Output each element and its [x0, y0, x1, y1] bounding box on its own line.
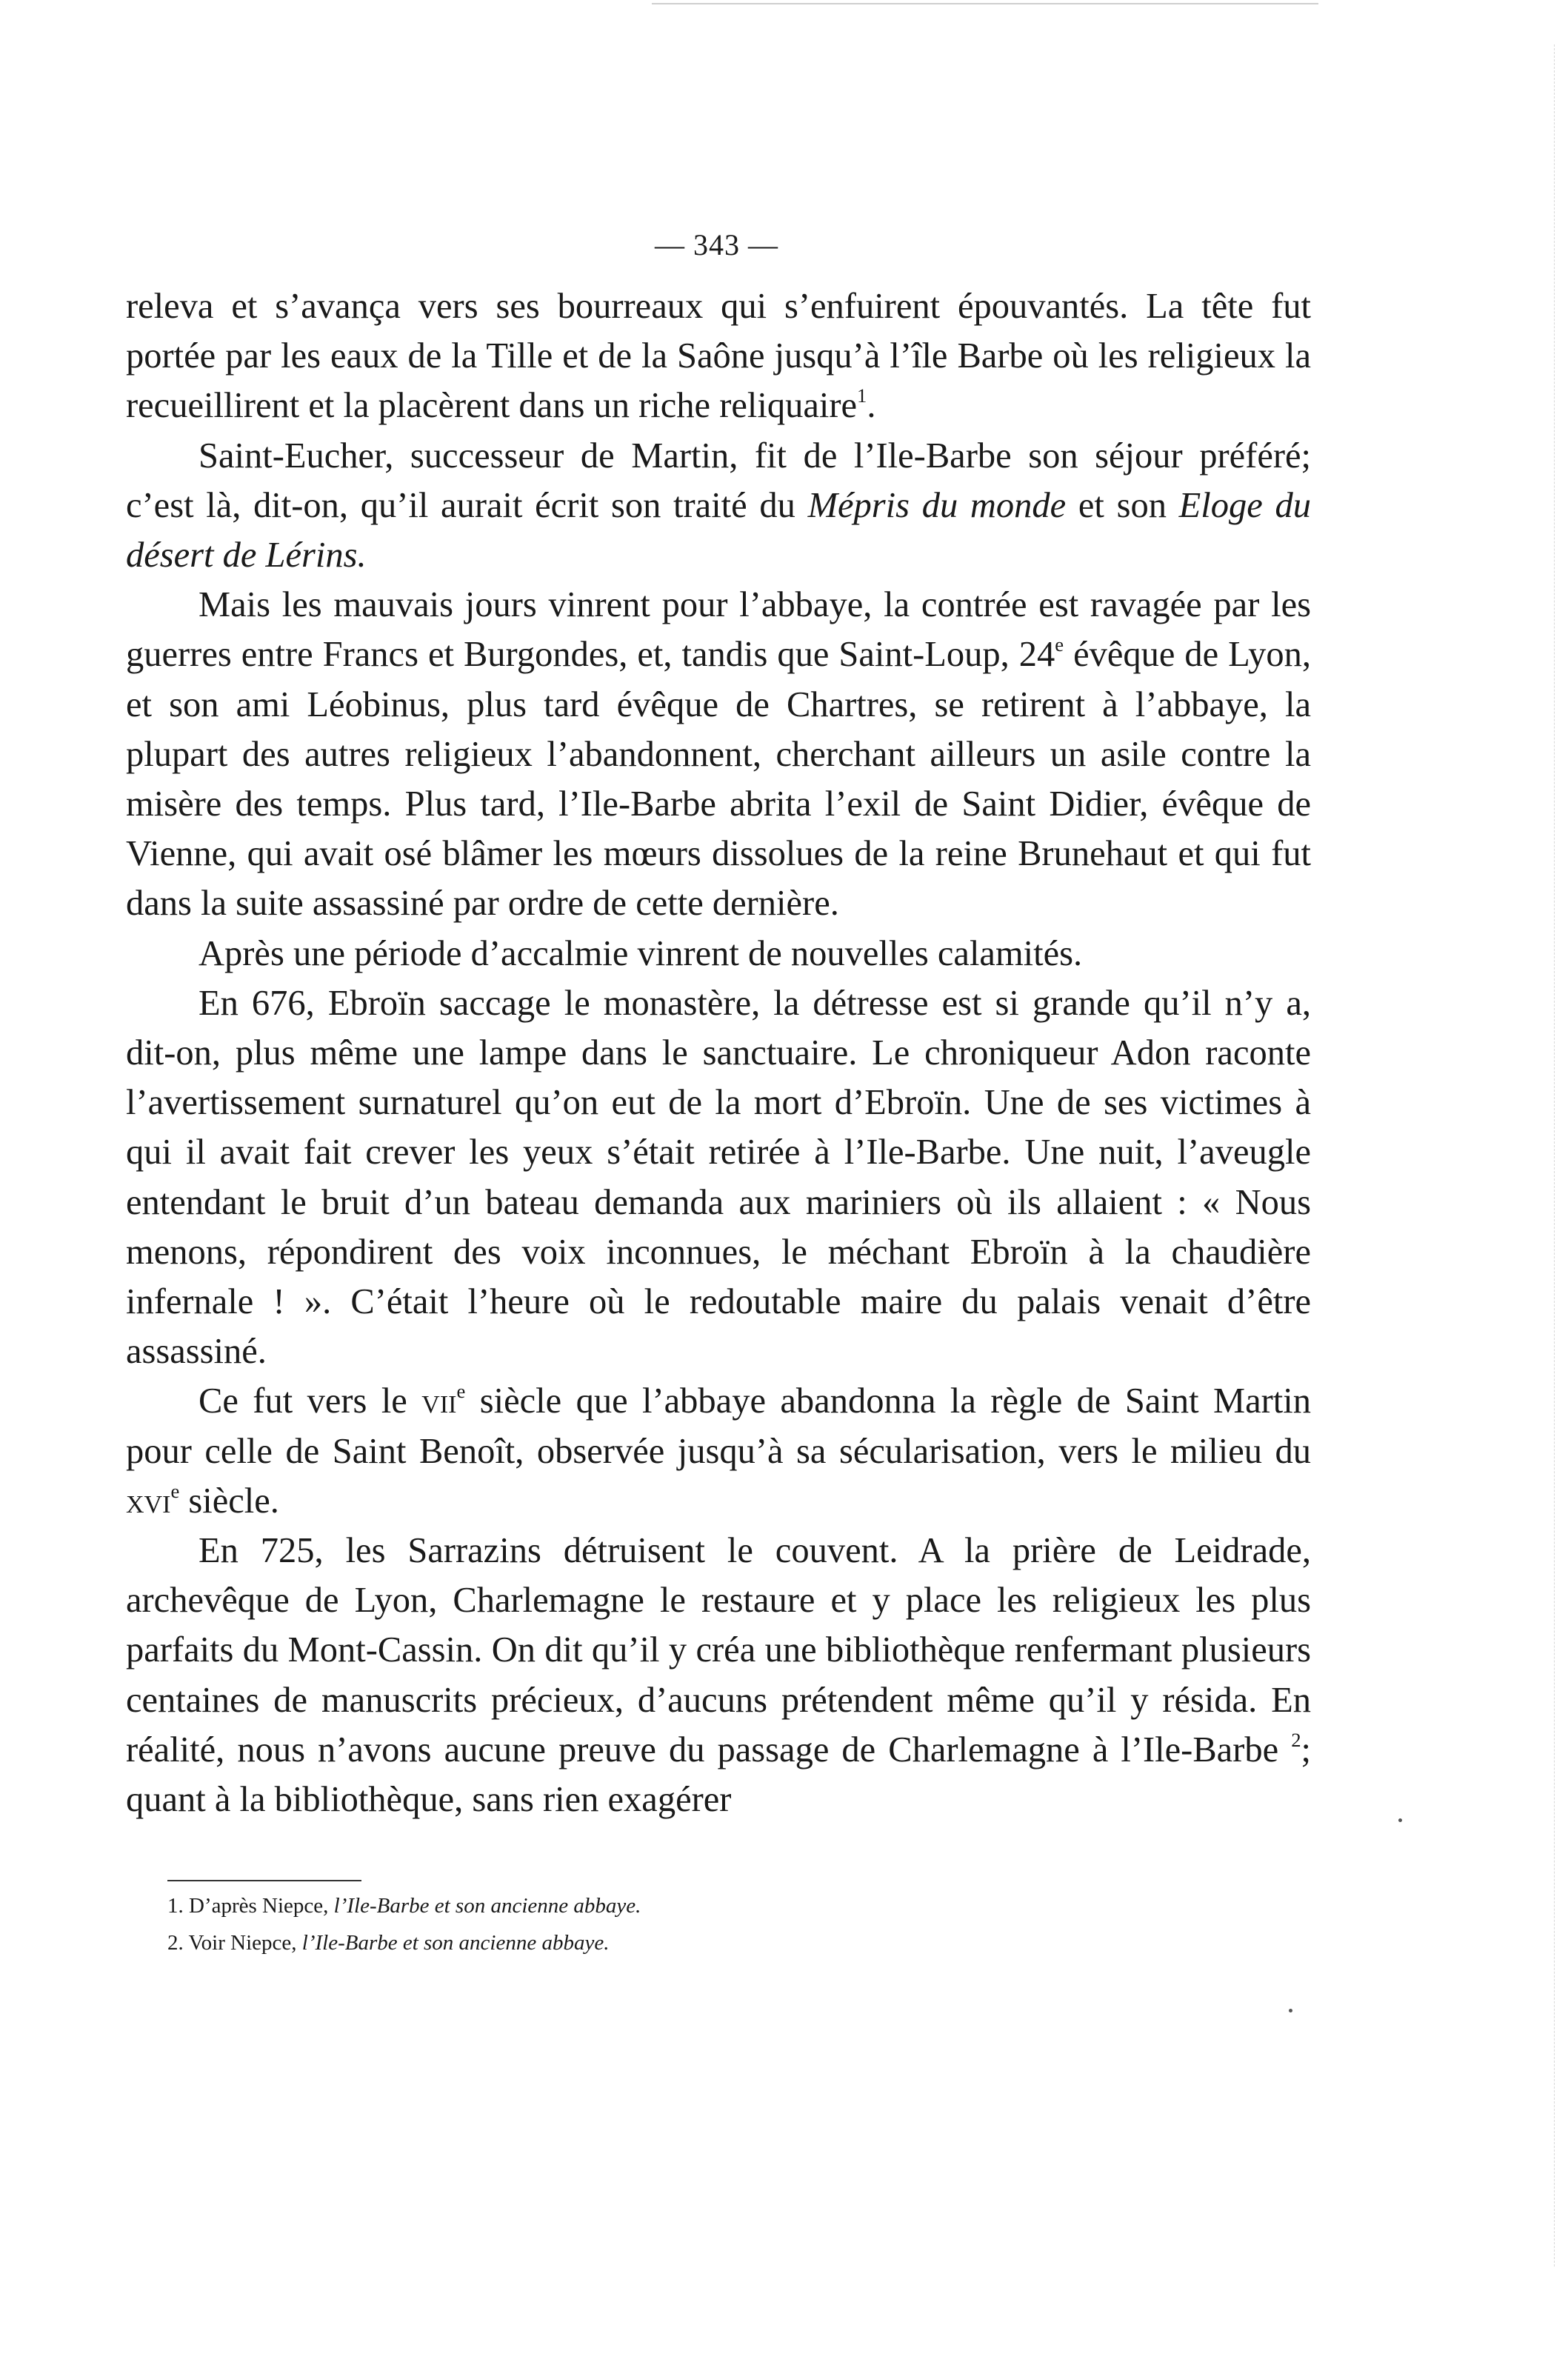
- footnote-rule: [167, 1880, 361, 1881]
- superscript: e: [1055, 633, 1064, 656]
- text-run: .: [867, 386, 876, 426]
- text-run: 2. Voir Niepce,: [167, 1931, 302, 1955]
- superscript: e: [456, 1380, 466, 1403]
- paragraph: [126, 431, 1311, 581]
- page-number: — 343 —: [655, 228, 778, 261]
- text-run: Saint-Eucher, successeur de Martin, fit de l’Ile-Barbe son séjour préféré; c’est là, dit-on, qu’il aurait écrit son traité du: [126, 436, 1311, 525]
- paragraph: [126, 929, 1311, 978]
- small-caps-text: vii: [421, 1381, 457, 1421]
- top-edge-rule: [652, 3, 1318, 4]
- superscript: 1: [857, 384, 867, 407]
- italic-text: Eloge du désert de Lérins.: [126, 485, 1311, 576]
- paragraph: [126, 1526, 1311, 1824]
- small-caps-text: xvi: [126, 1481, 171, 1521]
- text-run: siècle que l’abbaye abandonna la règle de Saint Martin pour celle de Saint Benoît, observée jusqu’à sa sécularisation, vers le milieu du: [126, 1381, 1312, 1471]
- text-run: ; quant à la bibliothèque, sans rien exagérer: [126, 1730, 1311, 1820]
- text-run: évêque de Lyon, et son ami Léobinus, plus tard évêque de Chartres, se retirent à l’abbaye, la plupart des autres religieux l’abandonnent, cherchant ailleurs un asile contre la misère des temps. Plus tard, l’Ile-Barbe abrita l’exil de Saint Didier, évêque de Vienne, qui avait osé blâmer les mœurs dissolues de la reine Brunehaut et qui fut dans la suite assassiné par ordre de cette dernière.: [126, 635, 1311, 924]
- text-run: Après une période d’accalmie vinrent de nouvelles calamités.: [198, 933, 1083, 973]
- text-run: 1. D’après Niepce,: [167, 1894, 334, 1918]
- footnotes: [167, 1887, 1278, 1961]
- scan-speck: [1289, 2009, 1292, 2012]
- text-run: En 676, Ebroïn saccage le monastère, la détresse est si grande qu’il n’y a, dit-on, plus même une lampe dans le sanctuaire. Le chroniqueur Adon raconte l’avertissement surnaturel qu’on eut de la mort d’Ebroïn. Une de ses victimes à qui il avait fait crever les yeux s’était retirée à l’Ile-Barbe. Une nuit, l’aveugle entendant le bruit d’un bateau demanda aux mariniers où ils allaient : « Nous menons, répondirent des voix inconnues, le méchant Ebroïn à la chaudière infernale ! ». C’était l’heure où le redoutable maire du palais venait d’être assassiné.: [126, 983, 1311, 1372]
- italic-text: Mépris du monde: [807, 485, 1067, 525]
- footnote: [167, 1887, 1278, 1924]
- superscript: e: [170, 1479, 180, 1502]
- paragraph: [126, 1376, 1311, 1526]
- paragraph: [126, 580, 1311, 928]
- scan-edge-marks: [1524, 44, 1555, 2267]
- text-run: siècle.: [179, 1481, 279, 1521]
- text-run: En 725, les Sarrazins détruisent le couvent. A la prière de Leidrade, archevêque de Lyon, Charlemagne le restaure et y place les religieux les plus parfaits du Mont-Cassin. On dit qu’il y créa une bibliothèque renfermant plusieurs centaines de manuscrits précieux, d’aucuns prétendent même qu’il y résida. En réalité, nous n’avons aucune preuve du passage de Charlemagne à l’Ile-Barbe: [126, 1531, 1311, 1770]
- text-run: Mais les mauvais jours vinrent pour l’abbaye, la contrée est ravagée par les guerres entre Francs et Burgondes, et, tandis que Saint-Loup, 24: [126, 585, 1311, 675]
- footnote: [167, 1924, 1278, 1961]
- text-run: et son: [1066, 485, 1179, 525]
- paragraph: [126, 978, 1311, 1377]
- text-run: releva et s’avança vers ses bourreaux qui s’enfuirent épouvantés. La tête fut portée par les eaux de la Tille et de la Saône jusqu’à l’île Barbe où les religieux la recueillirent et la placèrent dans un riche reliquaire: [126, 287, 1311, 426]
- text-run: Ce fut vers le: [198, 1381, 422, 1421]
- paragraph: [126, 281, 1311, 431]
- scan-speck: [1398, 1818, 1402, 1822]
- body-text: [126, 281, 1311, 1824]
- superscript: 2: [1291, 1728, 1301, 1751]
- italic-text: l’Ile-Barbe et son ancienne abbaye.: [333, 1894, 641, 1918]
- italic-text: l’Ile-Barbe et son ancienne abbaye.: [301, 1931, 610, 1955]
